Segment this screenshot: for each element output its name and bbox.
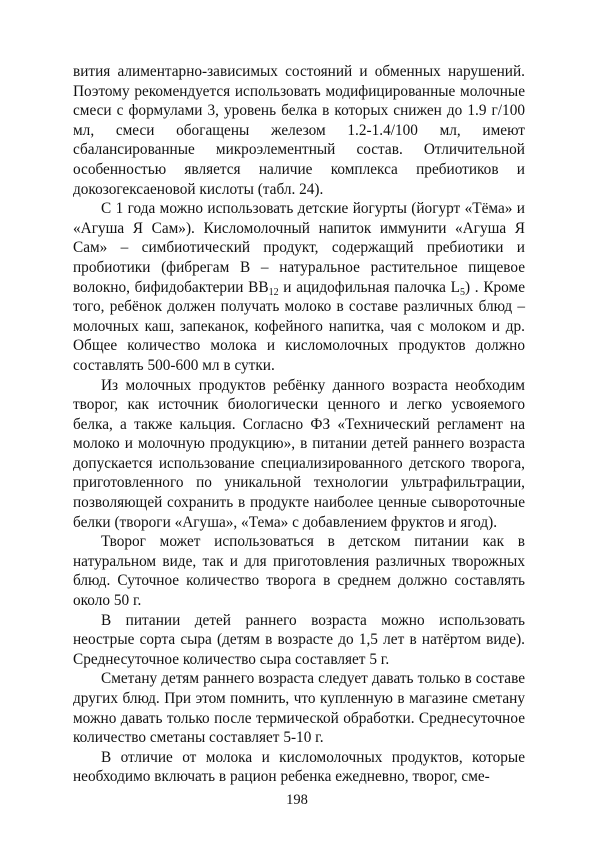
page-number: 198	[286, 792, 308, 808]
paragraph-cheese: В питании детей раннего возраста можно использовать неострые сорта сыра (детям в возрасте до 1,5 лет в натёртом виде). Среднесуточное количество сыра составляет 5 г.	[73, 611, 525, 668]
subscript-l: 5	[459, 286, 465, 298]
paragraph-closing: В отличие от молока и кисломолочных продуктов, которые необходимо включать в рацион ребенка ежедневно, творог, сме-	[73, 748, 525, 786]
paragraph-yogurts-text-c: ) . Кроме того, ребёнок должен получать молоко в составе различных блюд – молочных каш, запеканок, кофейного напитка, чая с молоком и др. Общее количество молока и кисломолочных продуктов должно составлять 500-600 мл в сутки.	[73, 278, 525, 374]
subscript-bb: 12	[268, 286, 279, 298]
paragraph-sour-cream: Сметану детям раннего возраста следует давать только в составе других блюд. При этом помнить, что купленную в магазине сметану можно давать только после термической обработки. Среднесуточное количество сметаны составляет 5-10 г.	[73, 670, 525, 747]
page-body	[73, 62, 525, 787]
paragraph-continuation: вития алиментарно-зависимых состояний и обменных нарушений. Поэтому рекомендуется использовать модифицированные молочные смеси с формулами 3, уровень белка в которых снижен до 1.9 г/100 мл, смеси обогащены железом 1.2-1.4/100 мл, имеют сбалансированные микроэлементный состав. Отличительной особенностью является наличие комплекса пребиотиков и докозогексаеновой кислоты (табл. 24).	[73, 63, 525, 198]
paragraph-tvorog-usage: Творог может использоваться в детском питании как в натуральном виде, так и для приготовления различных творожных блюд. Суточное количество творога в среднем должно составлять около 50 г.	[73, 533, 525, 610]
paragraph-yogurts	[73, 199, 525, 375]
paragraph-yogurts-text-a: С 1 года можно использовать детские йогурты (йогурт «Тёма» и «Агуша Я Сам»). Кисломолочный напиток иммунити «Агуша Я Сам» – симбиотический продукт, содержащий пребиотики и пробиотики (фибрегам В – натуральное растительное пищевое волокно, бифидобактерии ВВ	[73, 200, 525, 296]
paragraph-yogurts-text-b: и ацидофильная палочка L	[278, 278, 460, 296]
paragraph-tvorog: Из молочных продуктов ребёнку данного возраста необходим творог, как источник биологически ценного и легко усвояемого белка, а также кальция. Согласно ФЗ «Технический регламент на молоко и молочную продукцию», в питании детей раннего возраста допускается использование специализированного детского творога, приготовленного по уникальной технологии ультрафильтрации, позволяющей сохранить в продукте наиболее ценные сывороточные белки (твороги «Агуша», «Тема» с добавлением фруктов и ягод).	[73, 376, 525, 531]
